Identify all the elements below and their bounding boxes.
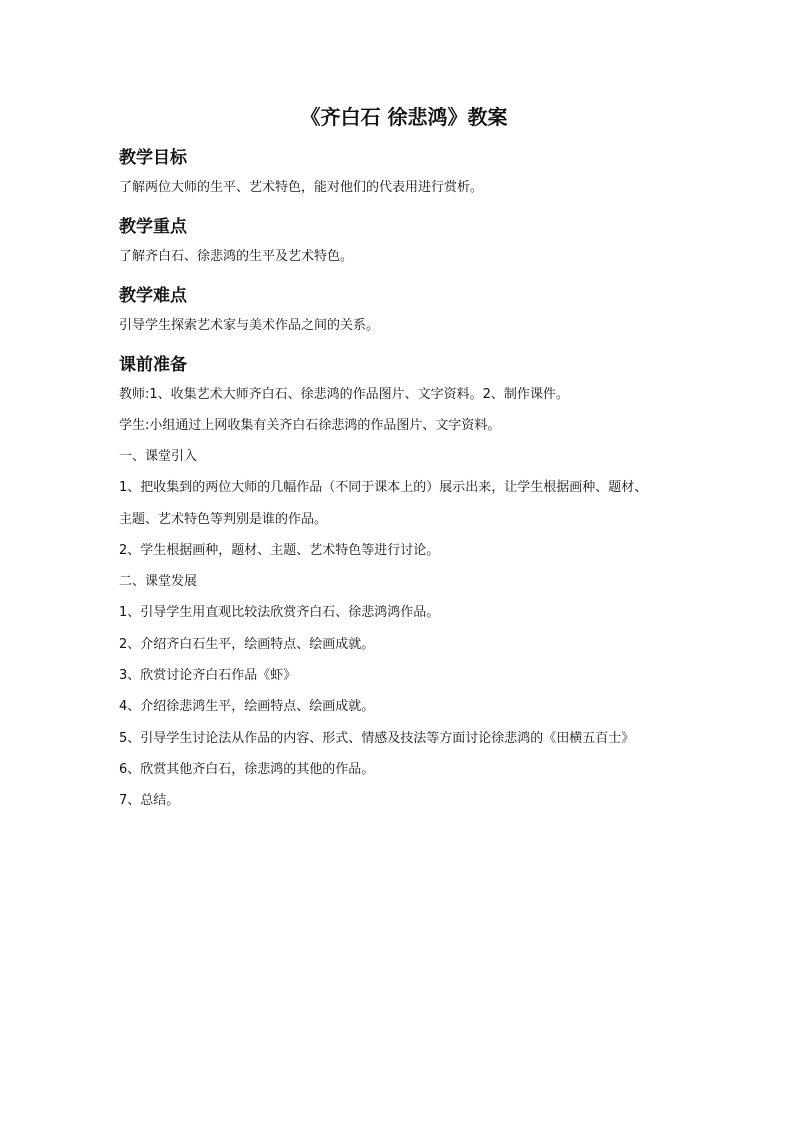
section-goal (119, 144, 679, 203)
step-line: 3、欣赏讨论齐白石作品《虾》 (119, 668, 297, 684)
step-line: 6、欣赏其他齐白石，徐悲鸿的其他的作品。 (119, 761, 375, 777)
step-line: 7、总结。 (119, 793, 180, 809)
document-page (119, 100, 679, 817)
lesson-steps (119, 441, 679, 817)
prep-student: 学生:小组通过上网收集有关齐白石徐悲鸿的作品图片、文字资料。 (119, 418, 501, 433)
section-heading-prep: 课前准备 (119, 355, 187, 375)
document-title: 《齐白石 徐悲鸿》教案 (300, 105, 508, 129)
step-line: 4、介绍徐悲鸿生平，绘画特点、绘画成就。 (119, 699, 375, 715)
step-line: 1、把收集到的两位大师的几幅作品（不同于课本上的）展示出来，让学生根据画种、题材、 (119, 480, 648, 496)
step-line: 一、课堂引入 (119, 449, 198, 464)
step-line: 1、引导学生用直观比较法欣赏齐白石、徐悲鸿鸿作品。 (119, 605, 440, 621)
step-line: 2、介绍齐白石生平，绘画特点、绘画成就。 (119, 636, 375, 652)
section-text-difficulty: 引导学生探索艺术家与美术作品之间的关系。 (119, 318, 380, 333)
step-line: 二、课堂发展 (119, 574, 198, 590)
section-text-key: 了解齐白石、徐悲鸿的生平及艺术特色。 (119, 249, 354, 264)
section-text-goal: 了解两位大师的生平、艺术特色，能对他们的代表用进行赏析。 (119, 180, 484, 195)
prep-teacher: 教师:1、收集艺术大师齐白石、徐悲鸿的作品图片、文字资料。2、制作课件。 (119, 387, 569, 402)
step-line: 5、引导学生讨论法从作品的内容、形式、情感及技法等方面讨论徐悲鸿的《田横五百士》 (119, 730, 635, 746)
section-key (119, 213, 679, 272)
step-line: 2、学生根据画种，题材、主题、艺术特色等进行讨论。 (119, 542, 440, 558)
section-prep (119, 351, 679, 441)
section-heading-difficulty: 教学难点 (119, 286, 187, 306)
step-line: 主题、艺术特色等判别是谁的作品。 (119, 511, 328, 527)
section-heading-key: 教学重点 (119, 217, 187, 237)
section-heading-goal: 教学目标 (119, 148, 187, 168)
section-difficulty (119, 282, 679, 341)
